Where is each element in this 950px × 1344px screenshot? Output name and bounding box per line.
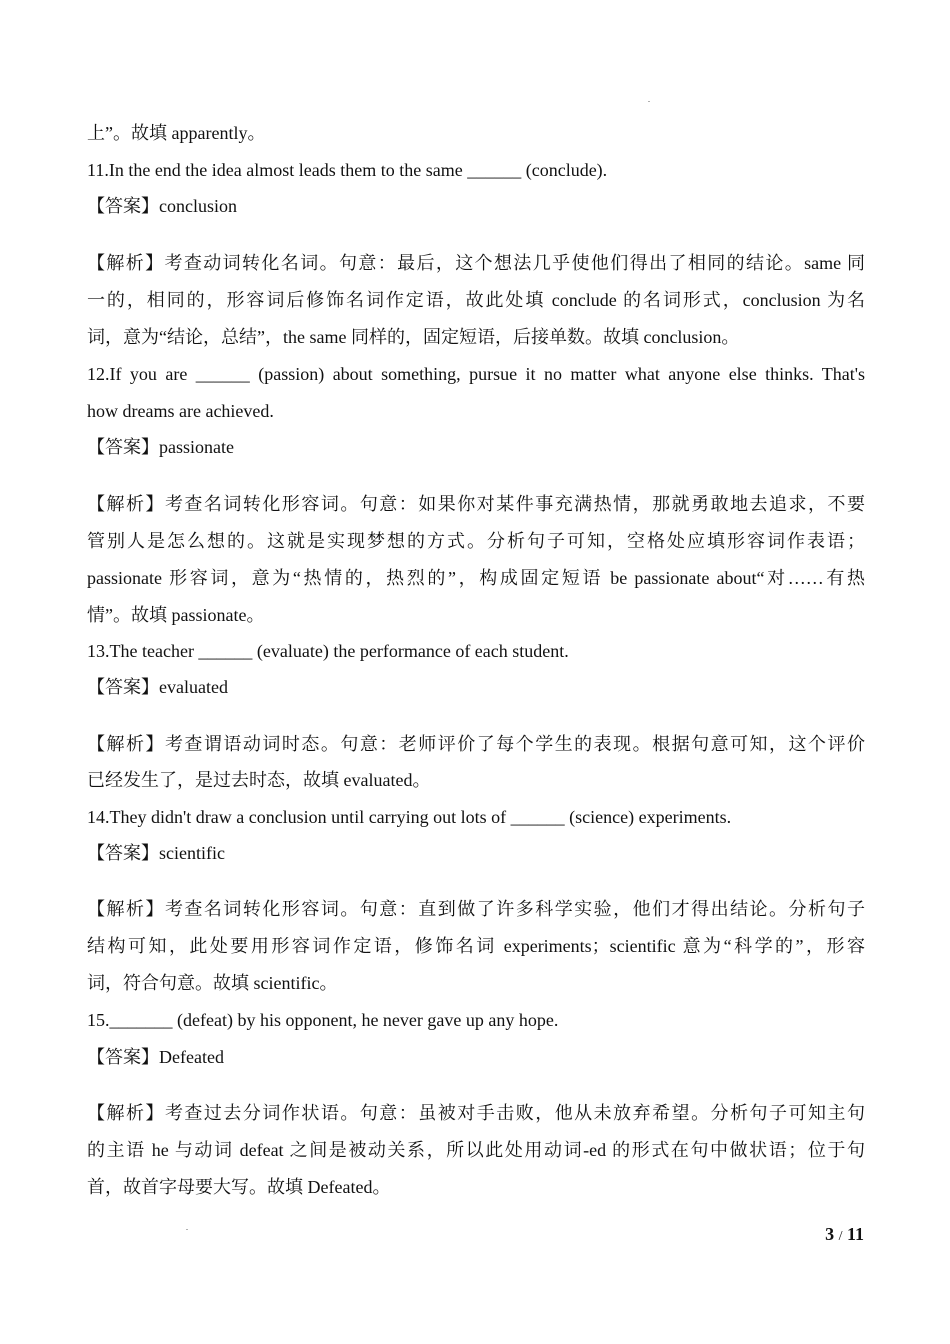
analysis-14-line-1: 【解析】考查名词转化形容词。句意：直到做了许多科学实验，他们才得出结论。分析句子 [87,899,865,919]
analysis-13-line-1: 【解析】考查谓语动词时态。句意：老师评价了每个学生的表现。根据句意可知，这个评价 [87,734,865,754]
answer-15: 【答案】Defeated [87,1047,224,1067]
page-number [825,1222,864,1249]
analysis-11-line-2: 一的，相同的，形容词后修饰名词作定语，故此处填 conclude 的名词形式，conclusion 为名 [87,290,865,310]
page-current: 3 [825,1224,835,1244]
question-12-line-1: 12.If you are ______ (passion) about something, pursue it no matter what anyone else thinks. That's [87,364,865,384]
analysis-12-line-1: 【解析】考查名词转化形容词。句意：如果你对某件事充满热情，那就勇敢地去追求，不要 [87,494,865,514]
page-total: 11 [846,1224,864,1244]
question-11: 11.In the end the idea almost leads them to the same ______ (conclude). [87,160,608,180]
analysis-15-line-3: 首，故首字母要大写。故填 Defeated。 [87,1177,391,1197]
analysis-13-line-2: 已经发生了，是过去时态，故填 evaluated。 [87,770,431,790]
scan-speck [186,1229,188,1230]
question-15: 15._______ (defeat) by his opponent, he never gave up any hope. [87,1010,559,1030]
analysis-11-line-3: 词，意为“结论，总结”，the same 同样的，固定短语，后接单数。故填 conclusion。 [87,327,740,347]
analysis-12-line-3: passionate 形容词，意为“热情的，热烈的”，构成固定短语 be passionate about“对……有热 [87,568,865,588]
analysis-11-line-1: 【解析】考查动词转化名词。句意：最后，这个想法几乎使他们得出了相同的结论。same 同 [87,253,865,273]
analysis-14-line-3: 词，符合句意。故填 scientific。 [87,973,338,993]
answer-14: 【答案】scientific [87,843,225,863]
answer-12: 【答案】passionate [87,437,234,457]
page-separator: / [838,1229,843,1244]
answer-11: 【答案】conclusion [87,196,237,216]
analysis-12-line-4: 情”。故填 passionate。 [87,605,265,625]
analysis-12-line-2: 管别人是怎么想的。这就是实现梦想的方式。分析句子可知，空格处应填形容词作表语； [87,531,865,551]
question-12-line-2: how dreams are achieved. [87,401,274,421]
text-line: 上”。故填 apparently。 [87,123,266,143]
analysis-15-line-1: 【解析】考查过去分词作状语。句意：虽被对手击败，他从未放弃希望。分析句子可知主句 [87,1103,865,1123]
analysis-14-line-2: 结构可知，此处要用形容词作定语，修饰名词 experiments；scientific 意为“科学的”，形容 [87,936,865,956]
question-13: 13.The teacher ______ (evaluate) the performance of each student. [87,641,569,661]
analysis-15-line-2: 的主语 he 与动词 defeat 之间是被动关系，所以此处用动词-ed 的形式在句中做状语；位于句 [87,1140,865,1160]
answer-13: 【答案】evaluated [87,677,228,697]
question-14: 14.They didn't draw a conclusion until carrying out lots of ______ (science) experiments. [87,807,732,827]
scan-speck [648,101,650,102]
